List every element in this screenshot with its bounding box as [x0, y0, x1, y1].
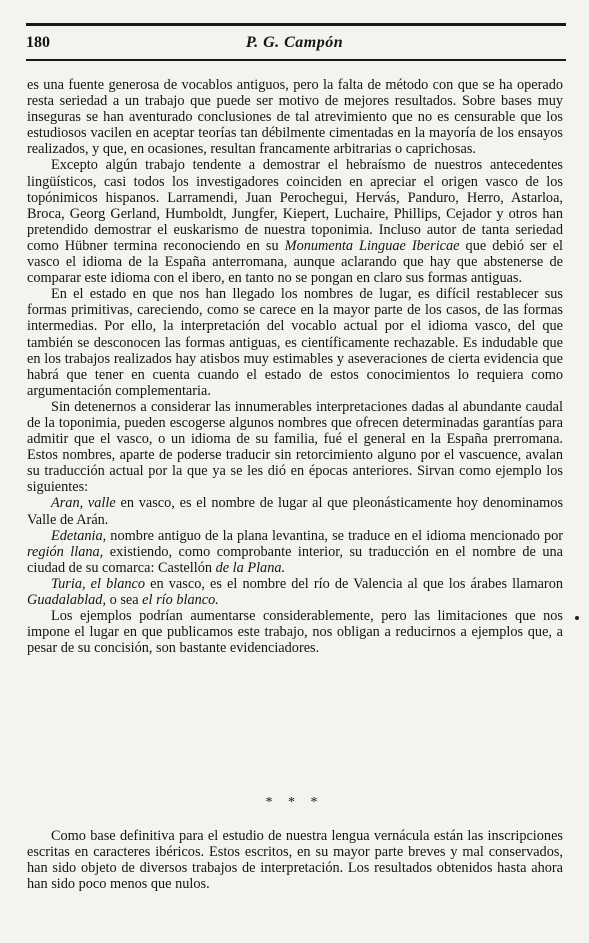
top-rule — [26, 23, 566, 26]
paragraph-text: que debió ser el vasco el idioma de la España anterromana, aunque aclarando que hay que abstenerse de comparar este idioma con el ibero, en tanto no se pongan en claro sus formas antiguas. — [27, 237, 564, 287]
example-term: de la Plana. — [215, 559, 286, 576]
body-text — [27, 77, 563, 656]
example-term: Aran, valle — [51, 495, 116, 512]
book-title: Monumenta Linguae Ibericae — [284, 237, 460, 254]
header-rule — [26, 59, 566, 61]
paragraph-researchers — [27, 157, 563, 286]
example-term: Edetania, — [51, 527, 107, 544]
example-text: o sea — [109, 592, 139, 608]
running-head: P. G. Campón — [245, 34, 344, 51]
example-text: en vasco, es el nombre del río de Valencia al que los árabes llamaron — [150, 575, 563, 592]
example-term: el río blanco. — [142, 592, 219, 608]
paragraph-continuation: es una fuente generosa de vocablos antiguos, pero la falta de método con que se ha operado resta seriedad a un trabajo que puede ser motivo de mejores resultados. Sobre bases muy inseguras se han aventurado conclusiones de tal atrevimiento que no es censurable que los estudiosos vacilen en aceptar teorías tan débilmente cimentadas en la mayoría de los ensayos realizados, y que, en ocasiones, resultan francamente arbitrarias o caprichosas. — [27, 77, 563, 158]
paragraph-inscriptions: Como base definitiva para el estudio de nuestra lengua vernácula están las inscripciones escritas en caracteres ibéricos. Estos escritos, en su mayor parte breves y mal conservados, han sido objeto de diversos trabajos de interpretación. Los resultados obtenidos hasta ahora han sido poco menos que nulos. — [27, 828, 563, 893]
section-text — [27, 828, 563, 892]
example-text: existiendo, como comprobante interior, su traducción en el nombre de una ciudad de su comarca: Castellón — [27, 543, 563, 576]
paragraph-text: Excepto algún trabajo tendente a demostrar el hebraísmo de nuestros antecedentes lingüísticos, casi todos los investigadores coinciden en apreciar el origen vasco de los topónimicos hispanos. Larramendi, Juan Perochegui, Hervás, Panduro, Herro, Astarloa, Broca, Georg Gerland, Humboldt, Jungfer, Kiepert, Luchaire, Phillips, Cejador y otros han pretendido demostrar el euskarismo de nuestra toponimia. Incluso autor de tanta seriedad como Hübner termina reconociendo en su — [27, 157, 563, 254]
page-number: 180 — [26, 34, 50, 51]
example-text: en vasco, es el nombre de lugar al que pleonásticamente hoy denominamos Valle de Arán. — [27, 495, 564, 528]
example-term: Guadalablad, — [27, 592, 107, 608]
paragraph-examples-intro: Sin detenernos a considerar las innumerables interpretaciones dadas al abundante caudal de la toponimia, pueden escogerse algunos nombres que ofrecen determinadas garantías para admitir que el vasco, o un idioma de su familia, fué el general en la España prerromana. Estos nombres, aparte de poderse traducir sin retorcimiento alguno por el vascuence, avalan su traducción actual por la que ya se les dió en épocas anteriores. Sirvan como ejemplo los siguientes: — [27, 398, 563, 496]
margin-mark — [575, 616, 579, 620]
example-edetania — [27, 528, 563, 576]
paragraph-place-names: En el estado en que nos han llegado los nombres de lugar, es difícil restablecer sus formas primitivas, careciendo, como se carece en la mayor parte de los casos, de las formas intermedias. Por ello, la interpretación del vocablo actual por el idioma vasco, del que también se desconocen las formas antiguas, es científicamente rechazable. Es indudable que en los trabajos realizados hay atisbos muy estimables y aseveraciones de cierta evidencia que habrá que tener en cuenta cuando el estado de estos conocimientos lo requiera como argumentación complementaria. — [27, 286, 563, 399]
example-turia — [27, 576, 563, 608]
example-term: región llana, — [27, 543, 104, 560]
paragraph-closing: Los ejemplos podrían aumentarse considerablemente, pero las limitaciones que nos impone el lugar en que publicamos este trabajo, nos obligan a reducirnos a ejemplos que, a pesar de su concisión, son bastante evidenciadores. — [27, 608, 563, 657]
example-aran — [27, 495, 563, 527]
example-text: nombre antiguo de la plana levantina, se traduce en el idioma mencionado por — [110, 527, 564, 544]
section-separator: * * * — [265, 795, 324, 810]
example-term: Turia, el blanco — [51, 575, 146, 592]
